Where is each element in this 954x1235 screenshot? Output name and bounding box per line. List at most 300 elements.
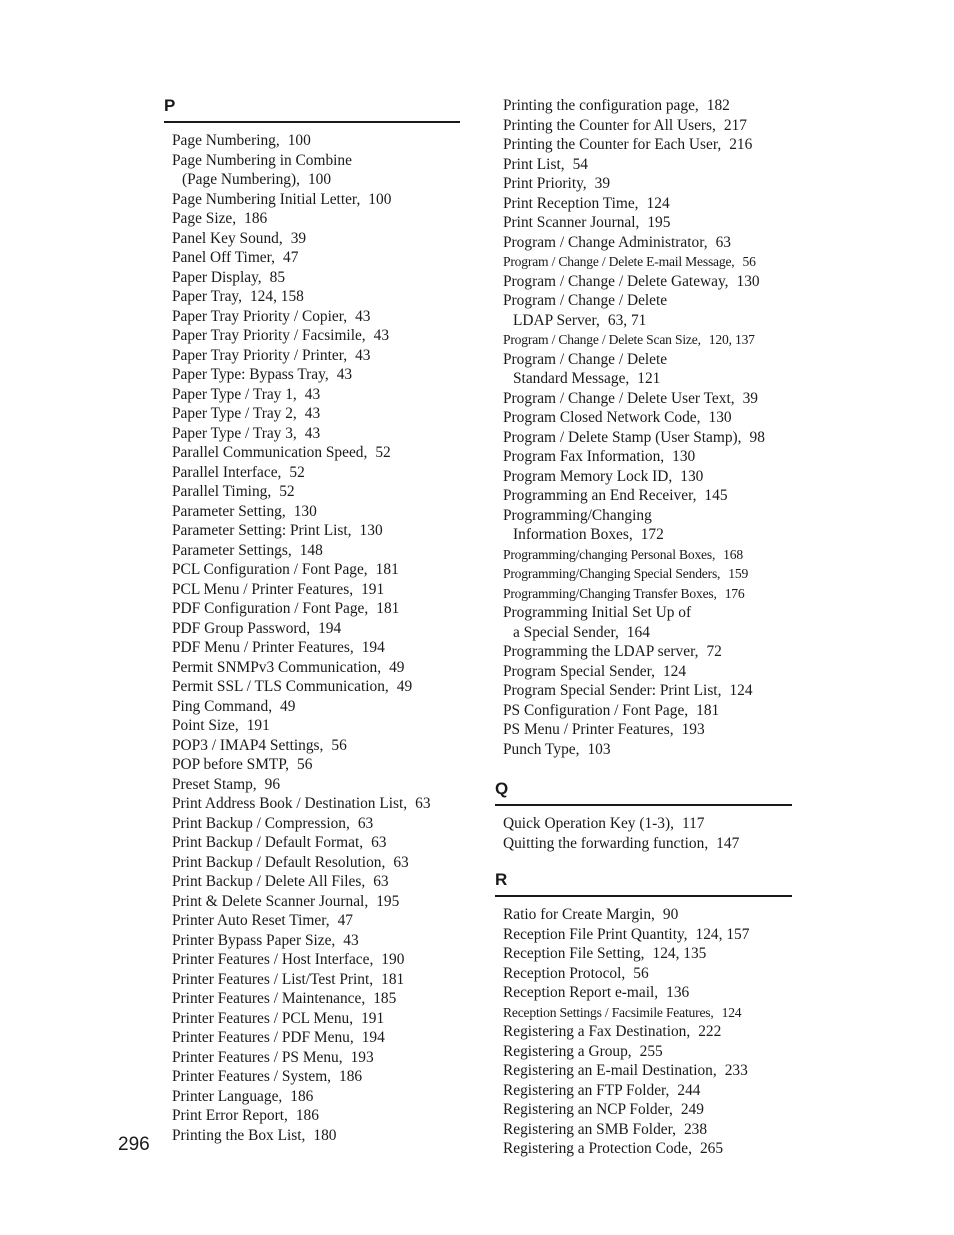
index-entry [164, 1106, 460, 1126]
index-entry-term: Print Backup / Default Format, [172, 834, 364, 851]
index-entry-term: Paper Tray Priority / Facsimile, [172, 327, 366, 344]
index-entry-continuation [503, 623, 792, 643]
index-entry-term: Ratio for Create Margin, [503, 906, 655, 923]
index-entry-term: Program / Change Administrator, [503, 233, 708, 251]
index-entry-pages: 145 [704, 487, 728, 504]
index-entry-term: Printing the Box List, [172, 1126, 306, 1144]
index-entry-term: Page Numbering in Combine [172, 151, 352, 169]
index-entry-pages: 63 [393, 853, 409, 871]
index-entry-pages: 52 [289, 463, 305, 481]
index-entry-pages: 56 [331, 736, 347, 754]
index-entry [495, 925, 792, 945]
index-entry [495, 233, 792, 253]
index-entry-pages: 43 [304, 424, 321, 442]
index-entry-pages: 194 [361, 1029, 385, 1046]
index-entry [164, 424, 460, 444]
index-entry [164, 794, 460, 814]
index-entry-term: POP3 / IMAP4 Settings, [172, 736, 324, 754]
index-entry-pages: 238 [683, 1120, 708, 1138]
index-entry-term: Registering a Protection Code, [503, 1140, 692, 1157]
index-entry [495, 720, 792, 740]
index-entry-term: Parameter Setting: Print List, [172, 522, 352, 539]
index-entry [495, 1003, 792, 1023]
index-entry-pages: 130 [672, 448, 696, 465]
index-entry-pages: 130 [680, 467, 704, 485]
index-entry [164, 911, 460, 931]
index-entry [164, 209, 460, 229]
index-entry-pages: 56 [633, 964, 649, 982]
index-entry [495, 1100, 792, 1120]
index-entry-continuation [503, 369, 792, 389]
index-entry [164, 521, 460, 541]
index-entry-term: Program / Change / Delete Gateway, [503, 272, 729, 290]
index-entry [495, 428, 792, 448]
index-entry-term: Reception File Print Quantity, [503, 925, 688, 943]
index-entry [164, 853, 460, 873]
index-entry-pages: 180 [313, 1126, 337, 1144]
index-entry-term: Panel Off Timer, [172, 249, 275, 266]
index-entry [164, 1087, 460, 1107]
index-entry-continuation-text: Standard Message, [513, 370, 630, 387]
index-entry [164, 599, 460, 619]
index-entry-pages: 176 [724, 585, 745, 601]
index-entry-term: Permit SNMPv3 Communication, [172, 658, 382, 676]
index-entry-pages: 56 [742, 254, 756, 269]
index-entry [495, 603, 792, 642]
index-entry [495, 905, 792, 925]
section-heading-q: Q [495, 779, 509, 798]
section-r [495, 870, 792, 1159]
index-entry-term: Printing the Counter for All Users, [503, 116, 716, 134]
index-column-right [495, 96, 792, 1159]
index-entry-continuation [503, 525, 792, 545]
index-entry [164, 736, 460, 756]
section-rule-q [495, 804, 792, 806]
index-entry [164, 950, 460, 970]
index-entry-term: Paper Display, [172, 268, 262, 286]
index-entry-term: PDF Configuration / Font Page, [172, 600, 369, 617]
index-entry [164, 541, 460, 561]
index-entry [164, 1009, 460, 1029]
index-entry-term: Paper Type: Bypass Tray, [172, 366, 329, 383]
index-list-r [495, 905, 792, 1159]
index-entry-pages: 168 [723, 546, 743, 562]
index-entry-term: Program / Change / Delete [503, 292, 668, 309]
index-entry-pages: 181 [375, 561, 399, 578]
index-entry-pages: 249 [680, 1101, 704, 1118]
index-entry-term: Registering an SMB Folder, [503, 1120, 676, 1138]
index-entry-term: PS Menu / Printer Features, [503, 721, 674, 738]
index-entry-term: PCL Configuration / Font Page, [172, 561, 368, 578]
index-entry-pages: 100 [307, 171, 332, 188]
index-entry [495, 213, 792, 233]
index-entry [164, 229, 460, 249]
index-entry [495, 174, 792, 194]
index-entry-pages: 52 [279, 483, 295, 500]
index-entry [495, 350, 792, 389]
index-entry [164, 443, 460, 463]
index-entry [164, 755, 460, 775]
index-entry-pages: 255 [639, 1042, 663, 1060]
index-entry [164, 970, 460, 990]
index-entry-term: Registering an E-mail Destination, [503, 1062, 717, 1079]
index-entry-term: Punch Type, [503, 740, 580, 758]
index-entry [164, 326, 460, 346]
index-entry-pages: 191 [361, 580, 385, 598]
index-entry-pages: 130 [708, 409, 732, 426]
index-entry-pages: 193 [681, 721, 705, 738]
index-entry-pages: 43 [373, 327, 390, 344]
index-entry-term: Program / Delete Stamp (User Stamp), [503, 428, 742, 446]
index-entry [495, 545, 792, 565]
index-entry-term: Printer Features / PDF Menu, [172, 1029, 354, 1046]
section-heading-p: P [164, 96, 176, 115]
index-entry-term: Reception Settings / Facsimile Features, [503, 1004, 714, 1020]
index-entry-pages: 120, 137 [708, 332, 755, 347]
index-entry-term: Registering a Group, [503, 1042, 632, 1060]
index-entry-pages: 182 [706, 97, 730, 114]
index-entry [164, 833, 460, 853]
index-entry-term: Print Error Report, [172, 1107, 288, 1124]
index-entry-term: PS Configuration / Font Page, [503, 701, 689, 719]
index-entry-pages: 39 [742, 389, 758, 407]
index-entry-pages: 216 [729, 136, 753, 153]
index-entry-term: Parallel Communication Speed, [172, 444, 368, 461]
index-entry [495, 662, 792, 682]
index-entry-term: Printer Features / PS Menu, [172, 1048, 343, 1066]
index-entry-pages: 49 [396, 678, 413, 695]
index-entry [164, 131, 460, 151]
index-entry [164, 1048, 460, 1068]
index-entry-term: Printer Language, [172, 1087, 283, 1105]
index-entry-term: Page Size, [172, 210, 237, 227]
index-entry-pages: 100 [368, 190, 392, 208]
index-entry-pages: 43 [355, 307, 371, 325]
index-entry-term: Paper Type / Tray 2, [172, 405, 297, 422]
index-list-p-left [164, 131, 460, 1145]
index-entry [164, 151, 460, 190]
index-entry-pages: 130 [293, 502, 317, 520]
index-entry [164, 190, 460, 210]
index-entry-pages: 90 [662, 906, 679, 923]
index-entry-term: Registering an NCP Folder, [503, 1101, 673, 1118]
index-entry-pages: 195 [376, 892, 400, 910]
index-entry-pages: 186 [339, 1068, 363, 1085]
index-entry-term: Printing the configuration page, [503, 97, 699, 114]
index-entry-pages: 49 [280, 697, 296, 715]
index-entry-pages: 233 [724, 1062, 748, 1079]
index-entry-term: Printer Features / List/Test Print, [172, 970, 374, 988]
index-entry-pages: 72 [706, 643, 722, 660]
index-entry-pages: 43 [355, 346, 371, 364]
index-entry [164, 1067, 460, 1087]
index-entry-pages: 49 [389, 658, 405, 676]
index-entry-pages: 222 [698, 1023, 722, 1040]
index-entry-term: Printer Features / Maintenance, [172, 990, 366, 1007]
index-entry-term: Programming/Changing Special Senders, [503, 566, 721, 581]
index-entry-continuation [172, 170, 460, 190]
index-entry-pages: 63 [415, 795, 431, 812]
index-list-p-right [495, 96, 792, 759]
index-entry-pages: 124 [662, 662, 687, 680]
index-entry [495, 330, 792, 350]
index-entry-term: Program Special Sender: Print List, [503, 682, 722, 699]
index-entry-pages: 164 [626, 623, 650, 641]
index-entry-term: Paper Tray, [172, 288, 242, 305]
index-entry-pages: 100 [287, 132, 311, 149]
index-entry-pages: 130 [359, 522, 383, 539]
index-entry-pages: 43 [304, 405, 321, 422]
index-entry-pages: 172 [640, 526, 664, 543]
index-entry-continuation [503, 311, 792, 331]
index-entry [164, 385, 460, 405]
index-entry [495, 584, 792, 604]
index-entry-term: Print Backup / Default Resolution, [172, 853, 386, 871]
index-entry-term: PDF Menu / Printer Features, [172, 639, 354, 656]
index-entry [495, 447, 792, 467]
index-entry [495, 116, 792, 136]
index-entry-term: Print Backup / Delete All Files, [172, 873, 366, 890]
index-entry-pages: 121 [637, 370, 661, 387]
index-entry [164, 580, 460, 600]
index-entry-pages: 43 [343, 931, 359, 949]
index-entry-term: Program Closed Network Code, [503, 409, 701, 426]
index-entry-pages: 124, 158 [249, 288, 304, 305]
index-entry-term: Quitting the forwarding function, [503, 834, 709, 852]
index-entry-pages: 43 [304, 385, 321, 403]
index-column-left [164, 96, 460, 1145]
index-entry-term: Parallel Timing, [172, 483, 272, 500]
index-entry-pages: 193 [350, 1048, 374, 1066]
index-entry [495, 408, 792, 428]
index-entry-pages: 63 [357, 814, 374, 832]
index-entry [495, 135, 792, 155]
index-entry-pages: 103 [587, 740, 611, 758]
index-entry-pages: 147 [716, 834, 740, 852]
index-entry-pages: 124 [646, 194, 670, 212]
index-entry [495, 96, 792, 116]
index-entry [495, 1061, 792, 1081]
index-entry-pages: 191 [361, 1009, 385, 1027]
index-entry-term: Reception File Setting, [503, 945, 645, 962]
index-entry [164, 268, 460, 288]
index-entry-term: Printer Bypass Paper Size, [172, 931, 336, 949]
index-entry-term: Program / Change / Delete Scan Size, [503, 332, 701, 347]
index-entry-term: Panel Key Sound, [172, 229, 283, 247]
index-entry-pages: 194 [361, 639, 385, 656]
index-entry [164, 560, 460, 580]
index-entry-pages: 63, 71 [607, 311, 647, 329]
index-entry-pages: 54 [572, 155, 588, 173]
index-entry-pages: 194 [318, 619, 342, 637]
index-entry [495, 291, 792, 330]
index-entry-term: Programming/Changing [503, 506, 652, 524]
index-entry-term: Point Size, [172, 717, 239, 734]
index-entry [495, 564, 792, 584]
index-entry-term: Programming/Changing Transfer Boxes, [503, 585, 717, 601]
index-entry-term: Print List, [503, 155, 565, 173]
section-rule-p [164, 121, 460, 123]
index-entry-term: Print Address Book / Destination List, [172, 795, 408, 812]
index-entry-term: Programming the LDAP server, [503, 643, 699, 660]
index-entry [164, 658, 460, 678]
index-entry-term: PDF Group Password, [172, 619, 311, 637]
index-entry-pages: 39 [594, 175, 611, 192]
index-entry-term: Printer Features / System, [172, 1068, 332, 1085]
index-entry [164, 346, 460, 366]
index-entry-pages: 98 [749, 428, 765, 446]
index-entry-term: Printer Features / Host Interface, [172, 951, 374, 968]
index-entry-continuation-text: LDAP Server, [513, 311, 600, 329]
index-entry-pages: 159 [728, 566, 749, 581]
index-entry-pages: 124, 135 [652, 945, 707, 962]
index-entry [495, 1022, 792, 1042]
index-entry-pages: 47 [283, 249, 299, 266]
index-entry [164, 463, 460, 483]
index-entry [164, 365, 460, 385]
section-rule-r [495, 895, 792, 897]
index-entry-term: Page Numbering, [172, 132, 280, 149]
index-entry [164, 697, 460, 717]
index-entry-pages: 190 [381, 951, 405, 968]
index-entry-term: Registering a Fax Destination, [503, 1023, 691, 1040]
index-entry [495, 964, 792, 984]
index-entry-pages: 186 [290, 1087, 314, 1105]
index-entry-term: Parallel Interface, [172, 463, 282, 481]
index-entry [495, 814, 792, 834]
index-entry [495, 194, 792, 214]
index-entry-pages: 185 [373, 990, 397, 1007]
index-entry-pages: 130 [736, 272, 760, 290]
index-entry-continuation-text: Information Boxes, [513, 526, 633, 543]
index-entry [495, 1120, 792, 1140]
index-entry-pages: 43 [336, 366, 353, 383]
index-entry-term: Registering an FTP Folder, [503, 1081, 670, 1099]
index-entry-term: Program Special Sender, [503, 662, 655, 680]
index-entry-term: Paper Tray Priority / Copier, [172, 307, 348, 325]
index-entry [164, 775, 460, 795]
index-entry-pages: 96 [264, 775, 281, 793]
index-entry-term: Preset Stamp, [172, 775, 257, 793]
index-entry-pages: 124, 157 [695, 925, 750, 943]
index-entry-pages: 124 [729, 682, 753, 699]
index-entry-pages: 63 [371, 834, 387, 851]
index-entry-term: Ping Command, [172, 697, 273, 715]
index-entry-term: Print Scanner Journal, [503, 214, 640, 231]
index-entry-continuation-text: (Page Numbering), [182, 171, 300, 188]
index-entry [495, 681, 792, 701]
index-entry [164, 404, 460, 424]
index-entry-term: Programming Initial Set Up of [503, 604, 692, 621]
index-entry-pages: 47 [337, 912, 353, 929]
index-entry [495, 983, 792, 1003]
index-entry-pages: 56 [297, 756, 313, 773]
index-entry [495, 834, 792, 854]
index-entry-term: Permit SSL / TLS Communication, [172, 678, 389, 695]
index-entry-term: Programming an End Receiver, [503, 487, 697, 504]
index-entry-term: Paper Tray Priority / Printer, [172, 346, 348, 364]
index-entry-pages: 39 [290, 229, 307, 247]
index-entry [164, 989, 460, 1009]
index-entry-term: Printer Auto Reset Timer, [172, 912, 330, 929]
index-entry [495, 701, 792, 721]
index-entry [164, 931, 460, 951]
index-entry [495, 467, 792, 487]
index-entry [164, 638, 460, 658]
index-entry [164, 892, 460, 912]
index-entry-term: Program Memory Lock ID, [503, 467, 673, 485]
index-entry-term: POP before SMTP, [172, 756, 290, 773]
index-entry-pages: 63 [373, 873, 389, 890]
index-entry-pages: 186 [295, 1107, 319, 1124]
index-entry-term: Printing the Counter for Each User, [503, 136, 722, 153]
index-entry-term: Program / Change / Delete [503, 350, 668, 368]
index-entry-pages: 186 [244, 210, 268, 227]
index-entry-term: Programming/changing Personal Boxes, [503, 546, 716, 562]
section-q [495, 779, 792, 853]
index-entry [495, 506, 792, 545]
index-entry-term: Program / Change / Delete E-mail Message, [503, 254, 735, 269]
index-entry [495, 740, 792, 760]
index-entry-pages: 265 [699, 1140, 724, 1157]
index-entry-pages: 117 [681, 815, 705, 832]
index-entry [495, 272, 792, 292]
index-entry-term: Paper Type / Tray 3, [172, 424, 297, 442]
index-entry-pages: 63 [715, 233, 731, 251]
index-entry [495, 389, 792, 409]
section-heading-r: R [495, 870, 508, 889]
index-entry-term: Print Priority, [503, 175, 587, 192]
index-entry-pages: 85 [269, 268, 286, 286]
index-entry-pages: 195 [647, 214, 671, 231]
index-entry [495, 1042, 792, 1062]
index-entry-term: Reception Report e-mail, [503, 984, 659, 1001]
index-entry-term: Print & Delete Scanner Journal, [172, 892, 369, 910]
index-entry-term: Paper Type / Tray 1, [172, 385, 297, 403]
index-entry [164, 619, 460, 639]
index-entry [164, 716, 460, 736]
page-number: 296 [118, 1134, 150, 1155]
index-entry-term: Print Reception Time, [503, 194, 639, 212]
index-entry-pages: 181 [376, 600, 400, 617]
index-entry [164, 1126, 460, 1146]
index-entry-pages: 217 [723, 116, 747, 134]
index-entry-pages: 136 [666, 984, 690, 1001]
index-entry [495, 486, 792, 506]
index-entry [164, 502, 460, 522]
index-entry-term: Printer Features / PCL Menu, [172, 1009, 354, 1027]
index-entry-pages: 181 [381, 970, 405, 988]
index-entry [164, 1028, 460, 1048]
index-entry-term: Parameter Setting, [172, 502, 286, 520]
index-entry [164, 814, 460, 834]
index-entry-term: PCL Menu / Printer Features, [172, 580, 354, 598]
index-entry-term: Quick Operation Key (1-3), [503, 815, 674, 832]
index-entry [495, 252, 792, 272]
index-entry [164, 872, 460, 892]
index-entry [495, 642, 792, 662]
index-entry-pages: 181 [696, 701, 720, 719]
index-entry [164, 307, 460, 327]
index-entry [495, 155, 792, 175]
index-entry-pages: 191 [246, 717, 270, 734]
index-entry [164, 482, 460, 502]
index-entry-term: Parameter Settings, [172, 541, 292, 559]
index-entry-pages: 148 [299, 541, 323, 559]
index-entry-pages: 52 [375, 444, 391, 461]
index-entry [164, 248, 460, 268]
index-list-q [495, 814, 792, 853]
